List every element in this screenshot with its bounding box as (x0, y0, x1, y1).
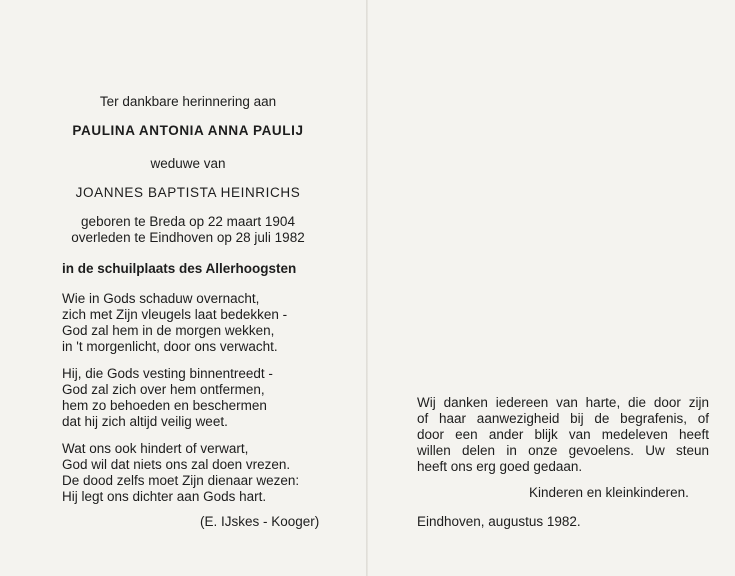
thanks-line: willen delen in onze gevoelens. Uw steun (417, 443, 709, 458)
poem-line: Wat ons ook hindert of verwart, (62, 441, 249, 456)
signature: Kinderen en kleinkinderen. (529, 485, 689, 500)
birth-line: geboren te Breda op 22 maart 1904 (81, 214, 295, 229)
resting-place-heading: in de schuilplaats des Allerhoogsten (62, 261, 297, 276)
poem-line: Hij legt ons dichter aan Gods hart. (62, 489, 267, 504)
card-fold (366, 0, 368, 576)
poem-line: God zal zich over hem ontfermen, (62, 382, 265, 397)
poem-line: De dood zelfs moet Zijn dienaar wezen: (62, 473, 300, 488)
poem-line: Hij, die Gods vesting binnentreedt - (62, 366, 273, 381)
poem-author: (E. IJskes - Kooger) (200, 514, 320, 529)
thanks-line: of haar aanwezigheid bij de begrafenis, of (417, 411, 709, 426)
poem-line: God zal hem in de morgen wekken, (62, 323, 275, 338)
thanks-line: Wij danken iedereen van harte, die door zijn (417, 395, 709, 410)
place-date: Eindhoven, augustus 1982. (417, 514, 581, 529)
spouse-name: JOANNES BAPTISTA HEINRICHS (75, 185, 301, 200)
poem-line: Wie in Gods schaduw overnacht, (62, 291, 260, 306)
poem-line: in 't morgenlicht, door ons verwacht. (62, 339, 278, 354)
thanks-line: door een ander blijk van medeleven heeft (417, 427, 709, 442)
intro-text: Ter dankbare herinnering aan (99, 94, 277, 109)
relation-text: weduwe van (150, 156, 226, 171)
thanks-line: heeft ons erg goed gedaan. (417, 459, 583, 474)
poem-line: hem zo behoeden en beschermen (62, 398, 267, 413)
poem-line: zich met Zijn vleugels laat bedekken - (62, 307, 288, 322)
poem-line: dat hij zich altijd veilig weet. (62, 414, 228, 429)
poem-line: God wil dat niets ons zal doen vrezen. (62, 457, 291, 472)
death-line: overleden te Eindhoven op 28 juli 1982 (71, 230, 305, 245)
deceased-name: PAULINA ANTONIA ANNA PAULIJ (72, 123, 304, 138)
